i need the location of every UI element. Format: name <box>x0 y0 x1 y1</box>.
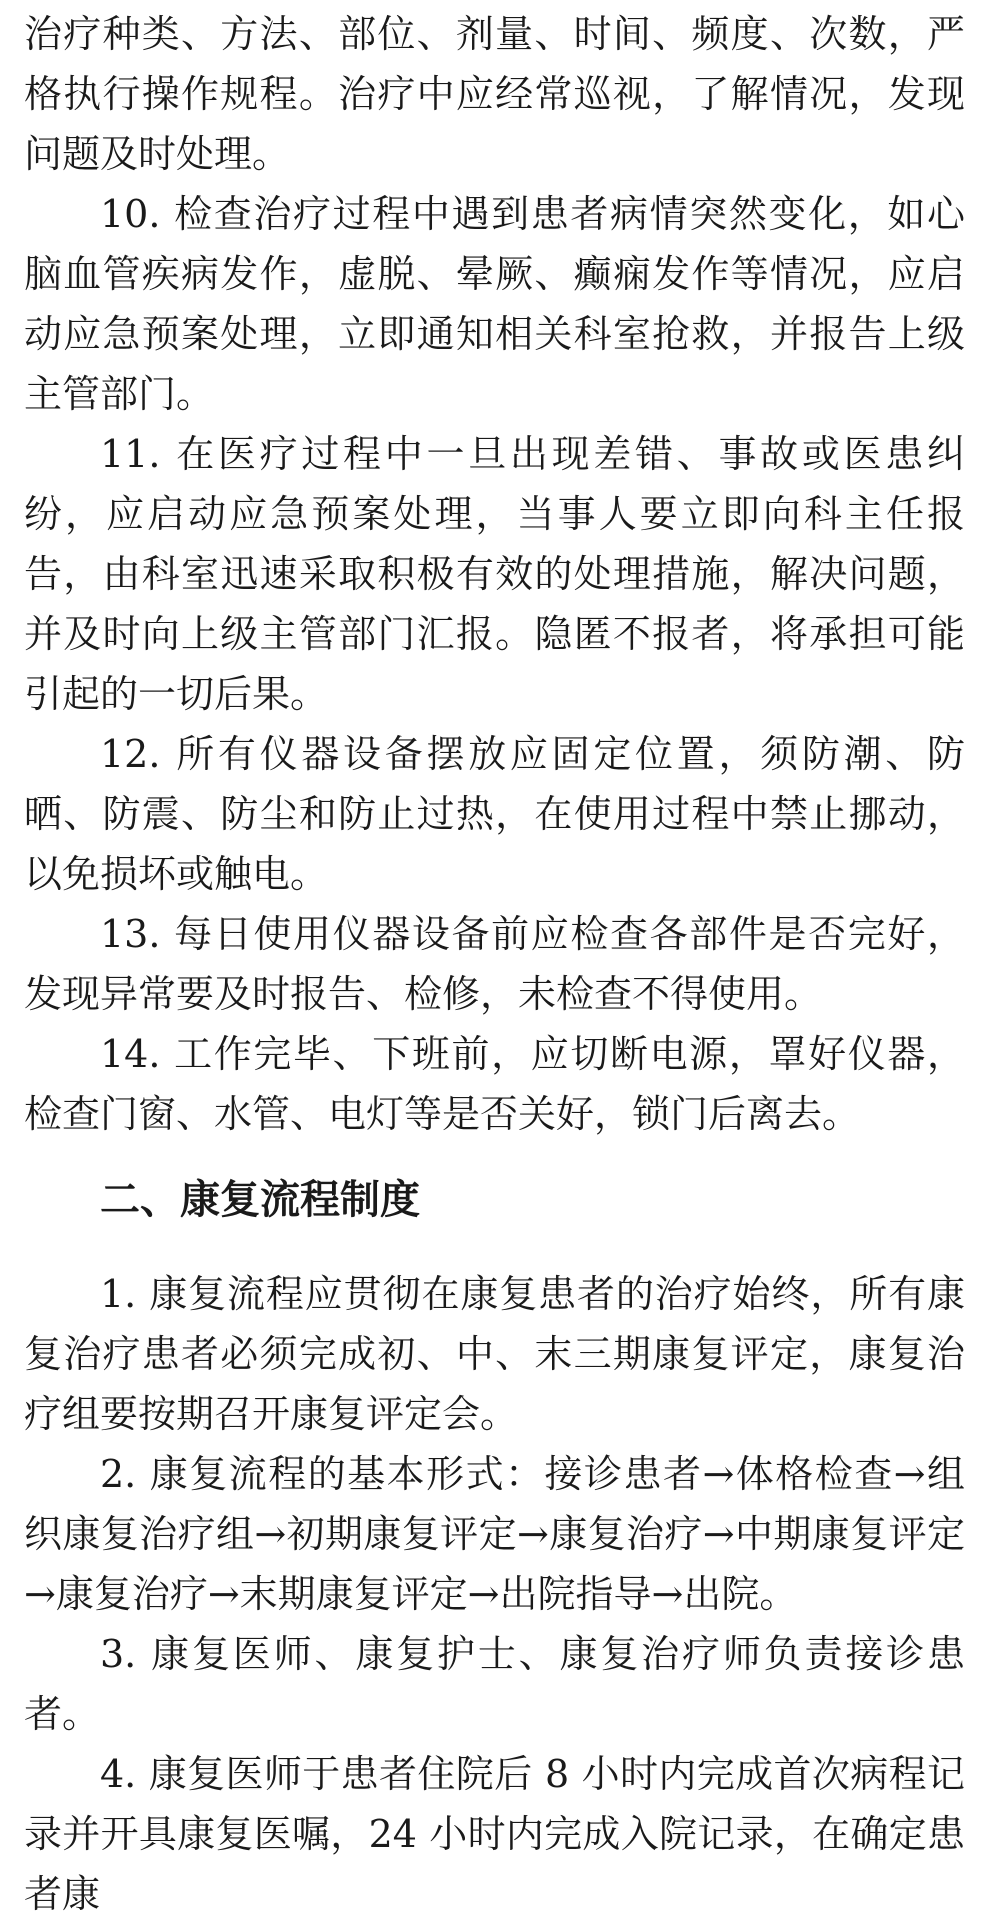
paragraph-item-4: 4. 康复医师于患者住院后 8 小时内完成首次病程记录并开具康复医嘱，24 小时内完成入院记录，在确定患者康 <box>24 1752 965 1916</box>
paragraphs-after <box>24 1264 965 1924</box>
paragraph-item-14: 14. 工作完毕、下班前，应切断电源，罩好仪器，检查门窗、水管、电灯等是否关好，锁门后离去。 <box>24 1032 965 1136</box>
paragraph-item-13: 13. 每日使用仪器设备前应检查各部件是否完好，发现异常要及时报告、检修，未检查不得使用。 <box>24 912 965 1016</box>
paragraph-item-1: 1. 康复流程应贯彻在康复患者的治疗始终，所有康复治疗患者必须完成初、中、末三期康复评定，康复治疗组要按期召开康复评定会。 <box>24 1272 965 1436</box>
paragraph-continuation: 治疗种类、方法、部位、剂量、时间、频度、次数，严格执行操作规程。治疗中应经常巡视，了解情况，发现问题及时处理。 <box>24 12 965 176</box>
paragraph-item-10: 10. 检查治疗过程中遇到患者病情突然变化，如心脑血管疾病发作，虚脱、晕厥、癫痫发作等情况，应启动应急预案处理，立即通知相关科室抢救，并报告上级主管部门。 <box>24 192 965 416</box>
paragraphs-before <box>24 4 965 1144</box>
paragraph-item-3: 3. 康复医师、康复护士、康复治疗师负责接诊患者。 <box>24 1632 965 1736</box>
paragraph-item-11: 11. 在医疗过程中一旦出现差错、事故或医患纠纷，应启动应急预案处理，当事人要立即向科主任报告，由科室迅速采取积极有效的处理措施，解决问题，并及时向上级主管部门汇报。隐匿不报者，将承担可能引起的一切后果。 <box>24 432 965 716</box>
section-heading: 二、康复流程制度 <box>100 1177 420 1223</box>
paragraph-item-2: 2. 康复流程的基本形式：接诊患者→体格检查→组织康复治疗组→初期康复评定→康复治疗→中期康复评定→康复治疗→末期康复评定→出院指导→出院。 <box>24 1452 965 1616</box>
paragraph-item-12: 12. 所有仪器设备摆放应固定位置，须防潮、防晒、防震、防尘和防止过热，在使用过程中禁止挪动，以免损坏或触电。 <box>24 732 965 896</box>
